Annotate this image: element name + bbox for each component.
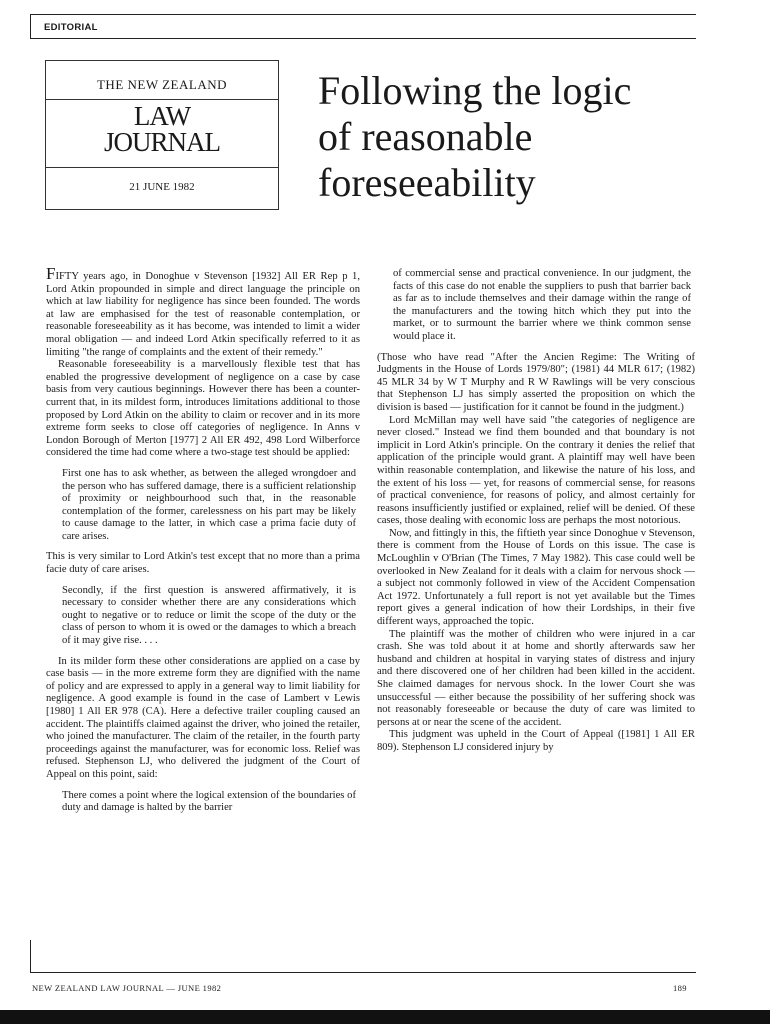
quoted-passage [62,790,356,815]
paragraph-text: of commercial sense and practical convenience. In our judgment, the facts of this case do not enable the suppliers to push that barrier back as far as to include themselves and their damage within the range of the manufacturers and the towing hitch which they put into the market, or to surmount the barrier where we think common sense would place it. [393,268,691,342]
masthead-title-top: THE NEW ZEALAND [96,77,227,92]
headline-line: of reasonable [318,114,533,159]
paragraph-text: This judgment was upheld in the Court of Appeal ([1981] 1 All ER 809). Stephenson LJ considered injury by [377,729,695,753]
paragraph-text: Now, and fittingly in this, the fiftieth year since Donoghue v Stevenson, there is comment from the House of Lords on this issue. The case is McLoughlin v O'Brian (The Times, 7 May 1982). This case could well be overlooked in New Zealand for it deals with a claim for nervous shock — a subject not commonly followed in view of the Accident Compensation Act 1972. Unfortunately a full report is not yet available but the Times report gives a general indication of how their Lordships, in their five different ways, approached the topic. [377,527,695,628]
headline-line: foreseeability [318,160,536,205]
paragraph-text: Reasonable foreseeability is a marvellously flexible test that has enabled the progressive development of negligence on a case by case basis from very cautious beginnings. However there has been a counter-current that, in its mildest form, introduces limitations additional to those proposed by Lord Atkin on the ability to claim or recover and in its more extreme form seeks to close off categories of negligence. In Anns v London Borough of Merton [1977] 2 All ER 492, 498 Lord Wilberforce considered the time had come where a two-stage test should be applied: [46,359,360,459]
headline-line: Following the logic [318,68,632,113]
paragraph-text: IFTY years ago, in Donoghue v Stevenson [1932] All ER Rep p 1, Lord Atkin propounded in simple and direct language the principle on which at law liability for negligence has since been founded. The words at law are emphasised for the test of reasonable contemplation, or reasonable foreseeability as it has become, was intended to limit a wider moral obligation — and indeed Lord Atkin specifically referred to it as limiting "the range of complaints and the extent of their remedy." [46,271,360,358]
journal-masthead [45,60,279,210]
masthead-date: 21 JUNE 1982 [129,181,195,193]
paragraph [46,551,360,576]
top-rule [30,14,696,15]
masthead-law: LAW [133,101,191,131]
paragraph-text: Lord McMillan may well have said "the categories of negligence are never closed." Instead we find them bounded and that boundary is not implicit in Lord Atkin's principle. On the contrary it denies the relief that application of the principle would grant. A plaintiff may well have been within reasonable contemplation, and likewise the nature of his loss, and the extent of his loss — yet, for reasons of commercial sense, for reasons of practical convenience, for reasons of policy, and almost certainly for reasons insufficiently justified or explained, relief will be denied. Of these cases, those dealing with economic loss are perhaps the most notorious. [377,414,695,527]
quoted-passage [393,268,691,344]
bottom-rule [30,972,696,973]
page-number: 189 [673,983,687,993]
paragraph [377,528,695,629]
paragraph-text: In its milder form these other considerations are applied on a case by case basis — in the more extreme form they are dignified with the name of policy and are expressed to apply in a general way to limit liability for negligence. A good example is found in the case of Lambert v Lewis [1980] 1 All ER 978 (CA). Here a defective trailer coupling caused an accident. The plaintiffs claimed against the driver, who joined the retailer, who joined the manufacturer. The claim of the retailer, in the fourth party proceedings against the manufacturer, was for economic loss. Relief was refused. Stephenson LJ, who delivered the judgment of the Court of Appeal on this point, said: [46,655,360,780]
paragraph-text: This is very similar to Lord Atkin's test except that no more than a prima facie duty of care arises. [46,551,360,576]
paragraph [46,656,360,782]
paragraph-text: Secondly, if the first question is answered affirmatively, it is necessary to consider whether there are any considerations which ought to negative or to reduce or limit the scope of the duty or the class of person to whom it is owed or the damages to which a breach of it may give rise. . . . [62,584,356,647]
paragraph [377,415,695,528]
quoted-passage [62,585,356,648]
section-label: EDITORIAL [44,22,98,33]
paragraph [377,629,695,730]
paragraph [377,352,695,415]
right-column [377,268,695,755]
masthead-divider [46,167,278,168]
paragraph-text: (Those who have read "After the Ancien Regime: The Writing of Judgments in the House of Lords 1979/80"; (1981) 44 MLR 617; (1982) 45 MLR 34 by W T Murphy and R W Rawlings will be very conscious that Stephenson LJ has simply asserted the proposition on which the division is based — justification for it cannot be found in the judgment.) [377,351,695,413]
paragraph [377,729,695,754]
drop-cap: F [46,264,56,283]
footer-journal: NEW ZEALAND LAW JOURNAL — JUNE 1982 [32,983,222,993]
paragraph [46,264,360,359]
paragraph [46,359,360,460]
section-rule [30,38,696,39]
left-column [46,264,360,815]
paragraph-text: First one has to ask whether, as between the alleged wrongdoer and the person who has suffered damage, there is a sufficient relationship of proximity or neighbourhood such that, in the reasonable contemplation of the former, carelessness on his part may be likely to cause damage to the latter, in which case a prima facie duty of care arises. [62,467,356,542]
masthead-journal: JOURNAL [103,127,220,157]
masthead-divider [46,99,278,100]
headline [318,68,718,206]
paragraph-text: There comes a point where the logical extension of the boundaries of duty and damage is halted by the barrier [62,789,356,814]
quoted-passage [62,468,356,544]
top-left-tick [30,14,31,38]
paragraph-text: The plaintiff was the mother of children who were injured in a car crash. She was told about it at home and shortly afterwards saw her husband and children at hospital in varying states of distress and injury and there discovered one of her children had been killed in the accident. She claimed damages for nervous shock. In the lower Court she was unsuccessful — either because the possibility of her suffering shock was not reasonably foreseeable or because the duty of care was limited to persons at or near the scene of the accident. [377,628,695,728]
page-bottom-bar [0,1010,770,1024]
bottom-left-tick [30,940,31,972]
